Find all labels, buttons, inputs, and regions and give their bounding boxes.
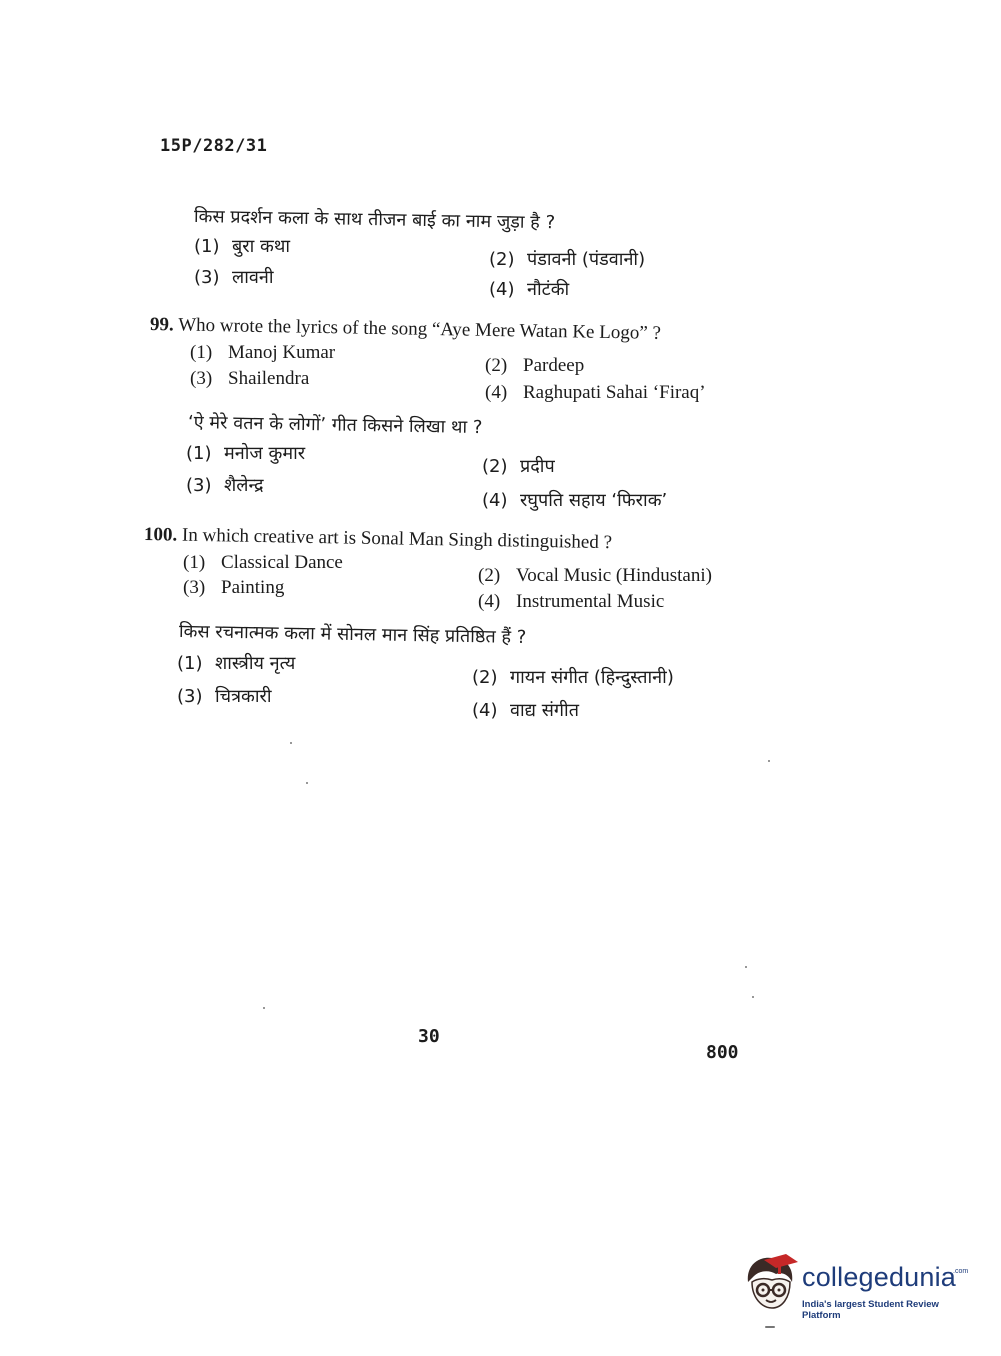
- q99-option-4-en: (4) Raghupati Sahai ‘Firaq’: [485, 382, 706, 403]
- q99-question-hindi: ‘ऐ मेरे वतन के लोगों’ गीत किसने लिखा था ?: [187, 412, 483, 439]
- q100-option-1-hi: (1) शास्त्रीय नृत्य: [177, 653, 296, 674]
- brand-name: collegedunia: [802, 1262, 957, 1292]
- q100-option-2-en: (2) Vocal Music (Hindustani): [478, 565, 712, 586]
- scan-speck: [745, 966, 747, 968]
- q98-option-3: (3) लावनी: [194, 267, 274, 288]
- q98-question-hindi: किस प्रदर्शन कला के साथ तीजन बाई का नाम जुड़ा है ?: [193, 206, 556, 234]
- q99-option-3-hi: (3) शैलेन्द्र: [186, 475, 264, 496]
- q99-option-4-hi: (4) रघुपति सहाय ‘फिराक’: [482, 490, 668, 511]
- q99-option-2-hi: (2) प्रदीप: [482, 456, 555, 477]
- scan-speck: [263, 1007, 265, 1009]
- scan-speck: [768, 760, 770, 762]
- brand-domain-suffix: .com: [953, 1268, 969, 1275]
- q100-question-english: 100. In which creative art is Sonal Man Singh distinguished ?: [143, 524, 613, 554]
- q100-number: 100.: [143, 524, 178, 546]
- q100-option-4-en: (4) Instrumental Music: [478, 591, 665, 612]
- q98-option-1: (1) बुरा कथा: [194, 236, 291, 257]
- brand-tagline: India's largest Student Review Platform: [802, 1299, 939, 1321]
- q99-option-3-en: (3) Shailendra: [190, 368, 310, 389]
- q99-option-1-en: (1) Manoj Kumar: [190, 342, 336, 363]
- scan-speck: [306, 782, 308, 784]
- scan-speck: [290, 742, 292, 744]
- q98-option-2: (2) पंडावनी (पंडवानी): [489, 249, 646, 270]
- q98-option-4: (4) नौटंकी: [489, 279, 570, 300]
- series-code: 800: [706, 1042, 739, 1063]
- q99-option-1-hi: (1) मनोज कुमार: [186, 443, 306, 464]
- collegedunia-watermark: [742, 1250, 972, 1322]
- q99-option-2-en: (2) Pardeep: [485, 355, 585, 376]
- scan-speck: [765, 1326, 775, 1328]
- scan-speck: [752, 996, 754, 998]
- q100-option-1-en: (1) Classical Dance: [183, 552, 343, 573]
- paper-code: 15P/282/31: [160, 136, 268, 156]
- q99-number: 99.: [149, 314, 174, 336]
- mascot-logo-icon: [742, 1252, 800, 1318]
- q100-option-2-hi: (2) गायन संगीत (हिन्दुस्तानी): [472, 667, 674, 688]
- q99-question-english: 99. Who wrote the lyrics of the song “Aye Mere Watan Ke Logo” ?: [149, 314, 662, 344]
- q100-question-hindi: किस रचनात्मक कला में सोनल मान सिंह प्रतिष्ठित हैं ?: [178, 621, 527, 649]
- q100-option-3-hi: (3) चित्रकारी: [177, 686, 272, 707]
- page-number: 30: [418, 1026, 440, 1047]
- q100-option-3-en: (3) Painting: [183, 577, 285, 598]
- q100-option-4-hi: (4) वाद्य संगीत: [472, 700, 579, 721]
